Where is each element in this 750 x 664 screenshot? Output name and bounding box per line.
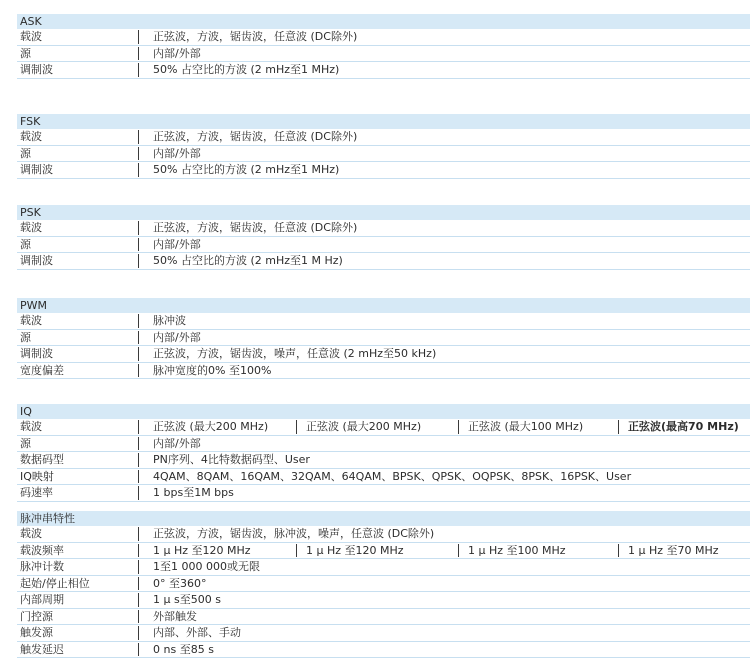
spec-label: 源 — [20, 46, 31, 60]
spec-value: 1 μ s至500 s — [153, 593, 221, 606]
cell-divider — [296, 420, 297, 434]
spec-label: 内部周期 — [20, 593, 64, 606]
spec-value: 50% 占空比的方波 (2 mHz至1 M Hz) — [153, 254, 343, 267]
spec-value: 正弦波，方波，锯齿波，噪声，任意波 (2 mHz至50 kHz) — [153, 347, 437, 360]
spec-section — [17, 404, 750, 502]
spec-value: PN序列、4比特数据码型、User — [153, 453, 310, 466]
spec-cell: 正弦波 (最大200 MHz) — [153, 420, 269, 433]
spec-label: 载波 — [20, 420, 42, 433]
spec-value: 内部/外部 — [153, 237, 201, 251]
spec-row — [17, 642, 750, 659]
spec-section — [17, 298, 750, 379]
spec-value: 脉冲波 — [153, 314, 186, 327]
spec-value: 50% 占空比的方波 (2 mHz至1 MHz) — [153, 63, 340, 76]
spec-label: 载波频率 — [20, 543, 64, 557]
spec-label: 源 — [20, 330, 31, 344]
spec-label: IQ映射 — [20, 469, 54, 483]
spec-label: 起始/停止相位 — [20, 576, 90, 590]
spec-label: 载波 — [20, 30, 42, 43]
spec-label: 调制波 — [20, 254, 53, 267]
spec-value: 正弦波，方波，锯齿波，任意波 (DC除外) — [153, 30, 358, 43]
spec-row — [17, 162, 750, 179]
spec-label: 触发延迟 — [20, 642, 64, 656]
spec-label: 载波 — [20, 527, 42, 540]
spec-label: 调制波 — [20, 63, 53, 76]
spec-section — [17, 114, 750, 179]
column-divider — [138, 560, 139, 574]
spec-label: 源 — [20, 436, 31, 450]
spec-row — [17, 363, 750, 380]
column-divider — [138, 527, 139, 541]
column-divider — [138, 437, 139, 451]
spec-label: 调制波 — [20, 163, 53, 176]
spec-value: 内部、外部、手动 — [153, 626, 241, 639]
spec-cell: 1 μ Hz 至120 MHz — [306, 543, 404, 557]
spec-row — [17, 29, 750, 46]
section-header: FSK — [17, 114, 750, 129]
section-header: ASK — [17, 14, 750, 29]
spec-cell: 正弦波(最高70 MHz) — [628, 420, 739, 433]
spec-cell: 正弦波 (最大200 MHz) — [306, 420, 422, 433]
spec-row — [17, 253, 750, 270]
spec-value: 内部/外部 — [153, 330, 201, 344]
column-divider — [138, 47, 139, 61]
cell-divider — [618, 420, 619, 434]
section-header: PSK — [17, 205, 750, 220]
column-divider — [138, 643, 139, 657]
spec-row — [17, 609, 750, 626]
section-header: IQ — [17, 404, 750, 419]
spec-row — [17, 526, 750, 543]
spec-value: 外部触发 — [153, 609, 197, 623]
column-divider — [138, 331, 139, 345]
spec-row — [17, 62, 750, 79]
spec-row — [17, 559, 750, 576]
spec-value: 0° 至360° — [153, 576, 207, 590]
column-divider — [138, 577, 139, 591]
column-divider — [138, 163, 139, 177]
spec-label: 载波 — [20, 130, 42, 143]
spec-value: 正弦波，方波，锯齿波，脉冲波，噪声，任意波 (DC除外) — [153, 527, 435, 540]
column-divider — [138, 314, 139, 328]
section-header: 脉冲串特性 — [17, 511, 750, 526]
column-divider — [138, 593, 139, 607]
spec-row — [17, 46, 750, 63]
cell-divider — [458, 544, 459, 558]
spec-section — [17, 14, 750, 79]
spec-row — [17, 330, 750, 347]
column-divider — [138, 364, 139, 378]
spec-value: 内部/外部 — [153, 146, 201, 160]
cell-divider — [618, 544, 619, 558]
spec-row — [17, 543, 750, 560]
column-divider — [138, 544, 139, 558]
cell-divider — [458, 420, 459, 434]
spec-value: 内部/外部 — [153, 436, 201, 450]
spec-value: 1至1 000 000或无限 — [153, 560, 260, 573]
column-divider — [138, 238, 139, 252]
spec-row — [17, 313, 750, 330]
spec-cell: 1 μ Hz 至120 MHz — [153, 543, 251, 557]
column-divider — [138, 347, 139, 361]
spec-label: 载波 — [20, 221, 42, 234]
column-divider — [138, 147, 139, 161]
spec-row — [17, 436, 750, 453]
column-divider — [138, 420, 139, 434]
spec-cell: 1 μ Hz 至100 MHz — [468, 543, 566, 557]
spec-label: 门控源 — [20, 609, 53, 623]
spec-row — [17, 419, 750, 436]
spec-row — [17, 346, 750, 363]
spec-label: 码速率 — [20, 486, 53, 499]
column-divider — [138, 254, 139, 268]
spec-row — [17, 452, 750, 469]
column-divider — [138, 130, 139, 144]
spec-section — [17, 511, 750, 658]
column-divider — [138, 626, 139, 640]
spec-value: 1 bps至1M bps — [153, 486, 234, 499]
spec-value: 4QAM、8QAM、16QAM、32QAM、64QAM、BPSK、QPSK、OQPSK、8PSK、16PSK、User — [153, 469, 632, 483]
section-header: PWM — [17, 298, 750, 313]
column-divider — [138, 221, 139, 235]
spec-label: 调制波 — [20, 347, 53, 360]
spec-row — [17, 625, 750, 642]
column-divider — [138, 63, 139, 77]
spec-label: 触发源 — [20, 626, 53, 639]
spec-cell: 正弦波 (最大100 MHz) — [468, 420, 584, 433]
column-divider — [138, 486, 139, 500]
cell-divider — [296, 544, 297, 558]
spec-row — [17, 576, 750, 593]
spec-section — [17, 205, 750, 270]
spec-value: 脉冲宽度的0% 至100% — [153, 363, 272, 377]
spec-label: 源 — [20, 146, 31, 160]
spec-value: 正弦波，方波，锯齿波，任意波 (DC除外) — [153, 221, 358, 234]
spec-row — [17, 469, 750, 486]
spec-row — [17, 592, 750, 609]
column-divider — [138, 470, 139, 484]
spec-value: 0 ns 至85 s — [153, 642, 214, 656]
spec-label: 宽度偏差 — [20, 363, 64, 377]
spec-label: 载波 — [20, 314, 42, 327]
spec-row — [17, 485, 750, 502]
spec-row — [17, 220, 750, 237]
spec-row — [17, 129, 750, 146]
spec-row — [17, 146, 750, 163]
spec-value: 内部/外部 — [153, 46, 201, 60]
spec-label: 源 — [20, 237, 31, 251]
spec-label: 脉冲计数 — [20, 560, 64, 573]
column-divider — [138, 30, 139, 44]
spec-label: 数据码型 — [20, 453, 64, 466]
spec-value: 正弦波，方波，锯齿波，任意波 (DC除外) — [153, 130, 358, 143]
spec-row — [17, 237, 750, 254]
spec-value: 50% 占空比的方波 (2 mHz至1 MHz) — [153, 163, 340, 176]
spec-cell: 1 μ Hz 至70 MHz — [628, 543, 719, 557]
column-divider — [138, 610, 139, 624]
column-divider — [138, 453, 139, 467]
